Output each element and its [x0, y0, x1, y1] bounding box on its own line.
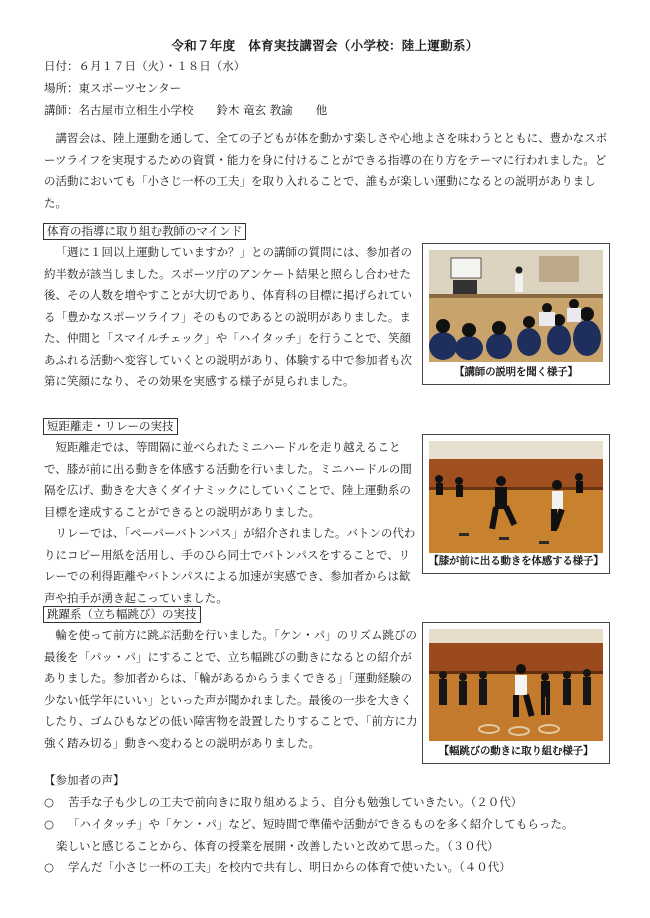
voice-text: 「ハイタッチ」や「ケン・パ」など、短時間で準備や活動ができるものを多く紹介してもらった。 — [68, 817, 574, 831]
event-place: 場所：東スポーツセンター — [44, 81, 182, 95]
event-date: 日付：６月１７日（火）・１８日（水） — [44, 59, 246, 73]
section-heading-sprint-relay: 短距離走・リレーの実技 — [43, 418, 178, 435]
voice-text: 学んだ「小さじ一杯の工夫」を校内で共有し、明日からの体育で使いたい。（４０代） — [68, 860, 511, 874]
section-paragraphs — [44, 437, 418, 609]
photo-lecture — [429, 250, 603, 362]
section-paragraph: リレーでは、「ペーパーバトンパス」が紹介されました。バトンの代わりにコピー用紙を活用し、手のひら同士でバトンパスをすることで、リレーでの利得距離やバトンパスによる加速が実感でき、参加者からは歓声や拍手が湧き起こっていました。 — [44, 526, 416, 605]
voice-text: 苦手な子も少しの工夫で前向きに取り組めるよう、自分も勉強していきたい。（２０代） — [68, 795, 523, 809]
photo-jump — [429, 629, 603, 741]
event-lecturer: 講師：名古屋市立相生小学校 鈴木 竜玄 教諭 他 — [44, 103, 328, 117]
intro-paragraph: 講習会は、陸上運動を通して、全ての子どもが体を動かす楽しさや心地よさを味わうとともに、豊かなスポーツライフを実現するための資質・能力を身に付けることができる指導の在り方をテーマに行われました。どの活動においても「小さじ一杯の工夫」を取り入れることで、誰もが楽しい運動になるとの説明がありました。 — [44, 131, 608, 210]
photo-frame-sprint — [422, 434, 610, 574]
photo-caption: 【幅跳びの動きに取り組む様子】 — [438, 745, 594, 757]
voice-text-continued: 楽しいと感じることから、体育の授業を展開・改善したいと改めて思った。（３０代） — [56, 838, 499, 853]
page-title: 令和７年度 体育実技講習会（小学校：陸上運動系） — [171, 38, 479, 53]
bullet-circle-icon: ○ — [44, 860, 55, 874]
voice-item — [44, 814, 624, 857]
voices-heading: 【参加者の声】 — [44, 773, 125, 787]
section-heading-teacher-mind: 体育の指導に取り組む教師のマインド — [43, 223, 246, 240]
voice-item — [44, 857, 624, 879]
section-paragraph: 輪を使って前方に跳ぶ活動を行いました。「ケン・パ」のリズム跳びの最後を「パッ・パ」にすることで、立ち幅跳びの動きになるとの紹介がありました。参加者からは、「輪があるからうまくできる」「運動経験の少ない低学年にいい」といった声が聞かれました。最後の一歩を大きくしたり、ゴムひもなどの低い障害物を設置したりすることで、「前方に力強く踏み切る」動きへ変わるとの説明がありました。 — [44, 628, 418, 750]
voice-item — [44, 792, 624, 814]
photo-frame-lecture — [422, 243, 610, 385]
bullet-circle-icon: ○ — [44, 817, 55, 831]
photo-caption: 【膝が前に出る動きを体感する様子】 — [428, 555, 604, 567]
section-paragraph: 短距離走では、等間隔に並べられたミニハードルを走り越えることで、膝が前に出る動きを体感する活動を行いました。ミニハードルの間隔を広げ、動きを大きくダイナミックにしていくことで、陸上運動系の目標を達成することができるとの説明がありました。 — [44, 440, 412, 519]
section-heading-jump: 跳躍系（立ち幅跳び）の実技 — [43, 606, 201, 623]
bullet-circle-icon: ○ — [44, 795, 55, 809]
section-paragraph: 「週に１回以上運動していますか？」との講師の質問には、参加者の約半数が該当しました。スポーツ庁のアンケート結果と照らし合わせた後、その人数を増やすことが大切であり、体育科の目標に掲げられている「豊かなスポーツライフ」そのものであるとの説明がありました。また、仲間と「スマイルチェック」や「ハイタッチ」を行うことで、笑顔あふれる活動へ変容していくとの説明があり、体験する中で参加者も次第に笑顔になり、その効果を実感する様子が見られました。 — [44, 245, 412, 388]
photo-sprint — [429, 441, 603, 553]
photo-frame-jump — [422, 622, 610, 764]
photo-caption: 【講師の説明を聞く様子】 — [454, 366, 578, 378]
